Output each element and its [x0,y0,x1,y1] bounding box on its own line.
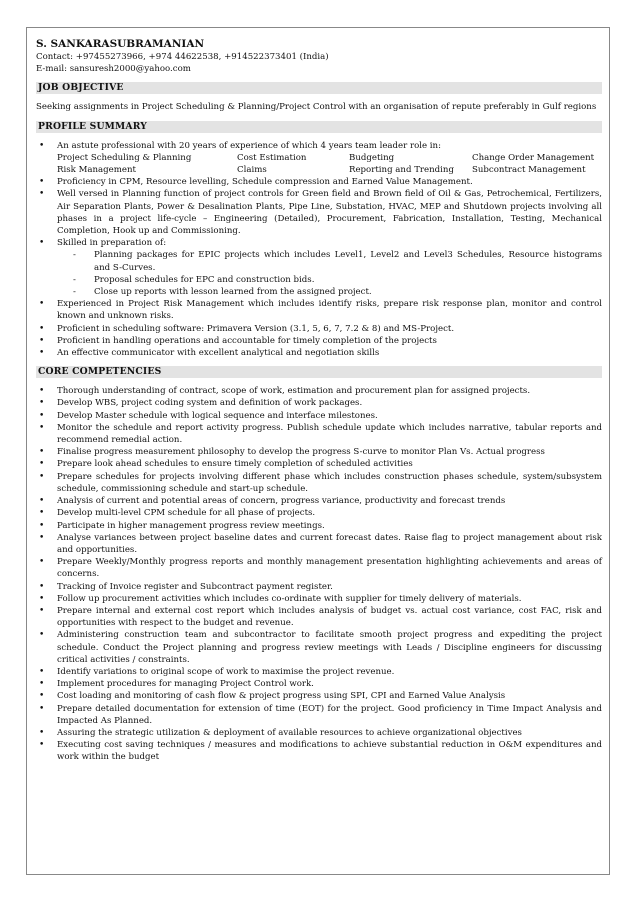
list-item: • Participate in higher management progress review meetings. [36,520,602,532]
list-item: • Prepare internal and external cost report which includes analysis of budget vs. actual cost variance, cost FAC, risk and opportunities with respect to the budget and revenue. [36,605,602,629]
role-item: Risk Management [57,165,136,176]
list-item: • Analysis of current and potential areas of concern, progress variance, productivity and forecast trends [36,495,602,507]
sub-list-item: - Planning packages for EPIC projects which includes Level1, Level2 and Level3 Schedules, Resource histograms and S-Curves. [57,249,602,273]
list-item [36,237,602,298]
sub-list-item: - Close up reports with lesson learned from the assigned project. [57,286,602,298]
list-item: • Analyse variances between project baseline dates and current forecast dates. Raise flag to project management about risk and opportunities. [36,532,602,556]
email-line: E-mail: sansuresh2000@yahoo.com [36,64,191,75]
role-item: Cost Estimation [237,152,307,163]
list-item: • Administering construction team and subcontractor to facilitate smooth project progress and expediting the project schedule. Conduct the Project planning and progress review meetings with Leads / Discipline engineers for discussing critical activities / constraints. [36,629,602,666]
contact-line: Contact: +97455273966, +974 44622538, +914522373401 (India) [36,52,329,62]
section-heading-profile-summary: PROFILE SUMMARY [36,121,602,133]
list-item: • Proficiency in CPM, Resource levelling, Schedule compression and Earned Value Management. [36,176,602,188]
skilled-sublist [57,249,602,298]
profile-intro: • An astute professional with 20 years of experience of which 4 years team leader role in: [57,140,441,151]
list-item: • Identify variations to original scope of work to maximise the project revenue. [36,666,602,678]
job-objective-text: Seeking assignments in Project Scheduling & Planning/Project Control with an organisation of repute preferably in Gulf regions [36,102,597,113]
role-item: Budgeting [349,152,395,163]
role-item: Claims [237,165,267,176]
list-item [36,140,602,177]
list-item: • An effective communicator with excellent analytical and negotiation skills [36,347,602,359]
list-item: • Proficient in handling operations and accountable for timely completion of the projects [36,335,602,347]
section-heading-job-objective: JOB OBJECTIVE [36,82,602,94]
list-item: • Executing cost saving techniques / measures and modifications to achieve substantial reduction in O&M expenditures and work within the budget [36,739,602,763]
roles-grid [57,152,602,176]
list-item: • Prepare detailed documentation for extension of time (EOT) for the project. Good proficiency in Time Impact Analysis and Impacted As Planned. [36,703,602,727]
list-item: • Develop Master schedule with logical sequence and interface milestones. [36,410,602,422]
role-item: Project Scheduling & Planning [57,152,192,163]
skilled-label: • Skilled in preparation of: [57,238,167,249]
candidate-name: S. SANKARASUBRAMANIAN [36,38,205,50]
list-item: • Cost loading and monitoring of cash flow & project progress using SPI, CPI and Earned Value Analysis [36,690,602,702]
list-item: • Tracking of Invoice register and Subcontract payment register. [36,581,602,593]
list-item: • Develop multi-level CPM schedule for all phase of projects. [36,507,602,519]
list-item: • Monitor the schedule and report activity progress. Publish schedule update which includes narrative, tabular reports and recommend remedial action. [36,422,602,446]
list-item: • Finalise progress measurement philosophy to develop the progress S-curve to monitor Plan Vs. Actual progress [36,446,602,458]
core-competencies-list [36,385,602,763]
sub-list-item: - Proposal schedules for EPC and construction bids. [57,274,602,286]
list-item: • Experienced in Project Risk Management which includes identify risks, prepare risk response plan, monitor and control known and unknown risks. [36,298,602,322]
resume-document [36,38,602,764]
list-item: • Assuring the strategic utilization & deployment of available resources to achieve organizational objectives [36,727,602,739]
profile-summary-list [36,140,602,360]
role-item: Subcontract Management [472,165,586,176]
role-item: Change Order Management [472,152,595,163]
list-item: • Prepare schedules for projects involving different phase which includes construction phases schedule, system/subsystem schedule, commissioning schedule and start-up schedule. [36,471,602,495]
list-item: • Implement procedures for managing Project Control work. [36,678,602,690]
list-item: • Prepare Weekly/Monthly progress reports and monthly management presentation highlighting achievements and areas of concerns. [36,556,602,580]
section-heading-core-competencies: CORE COMPETENCIES [36,366,602,378]
list-item: • Develop WBS, project coding system and definition of work packages. [36,397,602,409]
list-item: • Proficient in scheduling software: Primavera Version (3.1, 5, 6, 7, 7.2 & 8) and MS-Project. [36,323,602,335]
list-item: • Thorough understanding of contract, scope of work, estimation and procurement plan for assigned projects. [36,385,602,397]
list-item: • Well versed in Planning function of project controls for Green field and Brown field of Oil & Gas, Petrochemical, Fertilizers, Air Separation Plants, Power & Desalination Plants, Pipe Line, Substation, HVAC, MEP and Shutdown projects involving all phases in a project life-cycle – Engineering (Detailed), Procurement, Fabrication, Installation, Testing, Mechanical Completion, Hook up and Commissioning. [36,188,602,237]
list-item: • Prepare look ahead schedules to ensure timely completion of scheduled activities [36,458,602,470]
role-item: Reporting and Trending [349,165,454,176]
list-item: • Follow up procurement activities which includes co-ordinate with supplier for timely delivery of materials. [36,593,602,605]
